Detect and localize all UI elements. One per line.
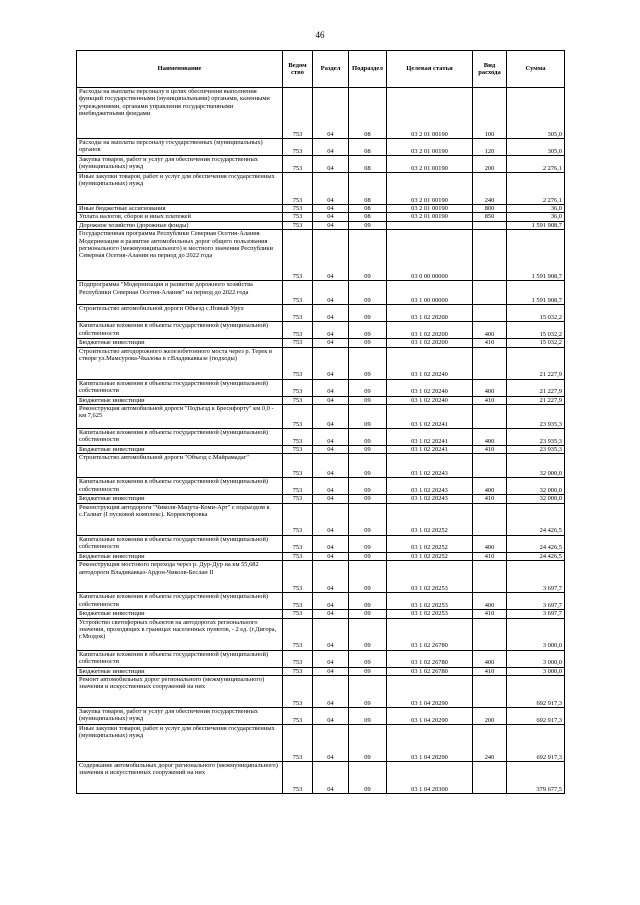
cell-celevaya: 03 1 02 20253 [387, 610, 473, 618]
cell-name: Бюджетные инвестиции [77, 446, 283, 454]
table-header-row [77, 51, 565, 88]
cell-ved: 753 [283, 379, 313, 396]
cell-razdel: 04 [313, 139, 349, 156]
cell-razdel: 04 [313, 156, 349, 173]
cell-razdel: 04 [313, 205, 349, 213]
cell-celevaya: 03 1 02 20243 [387, 454, 473, 478]
cell-celevaya: 03 2 01 00190 [387, 173, 473, 205]
cell-razdel: 04 [313, 305, 349, 322]
cell-podrazdel: 09 [349, 305, 387, 322]
table-row [77, 205, 565, 213]
cell-razdel: 04 [313, 281, 349, 305]
cell-podrazdel: 09 [349, 446, 387, 454]
cell-razdel: 04 [313, 535, 349, 552]
table-row [77, 593, 565, 610]
table-row [77, 156, 565, 173]
cell-summa: 2 276,1 [507, 173, 565, 205]
cell-name: Расходы на выплаты персоналу государственных (муниципальных) органов [77, 139, 283, 156]
cell-vid: 410 [473, 495, 507, 503]
cell-razdel: 04 [313, 429, 349, 446]
cell-vid [473, 281, 507, 305]
cell-celevaya: 03 1 02 20243 [387, 478, 473, 495]
table-row [77, 708, 565, 725]
cell-name: Расходы на выплаты персоналу в целях обеспечения выполнения функций государственными (муниципальными) органами, казенными учреждениями, органами управления государственными внебюджетными фондами [77, 88, 283, 139]
cell-summa: 1 591 908,7 [507, 281, 565, 305]
cell-summa: 3 697,7 [507, 593, 565, 610]
cell-vid: 200 [473, 708, 507, 725]
cell-razdel: 04 [313, 725, 349, 762]
cell-vid: 410 [473, 339, 507, 347]
cell-vid: 410 [473, 667, 507, 675]
cell-ved: 753 [283, 347, 313, 379]
cell-ved: 753 [283, 230, 313, 281]
cell-summa: 692 917,3 [507, 676, 565, 708]
cell-summa: 3 000,0 [507, 667, 565, 675]
cell-podrazdel: 09 [349, 396, 387, 404]
cell-razdel: 04 [313, 379, 349, 396]
cell-podrazdel: 09 [349, 454, 387, 478]
cell-vid: 240 [473, 173, 507, 205]
cell-ved: 753 [283, 561, 313, 593]
cell-name: Закупка товаров, работ и услуг для обеспечения государственных (муниципальных) нужд [77, 156, 283, 173]
cell-summa: 692 917,3 [507, 725, 565, 762]
cell-summa: 2 276,1 [507, 156, 565, 173]
cell-podrazdel: 09 [349, 322, 387, 339]
cell-vid: 400 [473, 322, 507, 339]
cell-ved: 753 [283, 205, 313, 213]
cell-ved: 753 [283, 650, 313, 667]
cell-name: Капитальные вложения в объекты государственной (муниципальной) собственности [77, 379, 283, 396]
cell-vid [473, 676, 507, 708]
header-vid: Вид расхода [473, 51, 507, 88]
cell-celevaya: 03 1 02 20253 [387, 593, 473, 610]
table-row [77, 347, 565, 379]
page-number: 46 [315, 30, 325, 40]
cell-summa: 305,0 [507, 88, 565, 139]
cell-ved: 753 [283, 221, 313, 229]
cell-celevaya: 03 1 02 26780 [387, 618, 473, 650]
cell-razdel: 04 [313, 676, 349, 708]
cell-summa: 21 227,9 [507, 347, 565, 379]
cell-vid [473, 454, 507, 478]
cell-podrazdel: 09 [349, 281, 387, 305]
cell-celevaya: 03 1 02 20240 [387, 379, 473, 396]
cell-summa: 3 697,7 [507, 610, 565, 618]
cell-razdel: 04 [313, 561, 349, 593]
cell-vid [473, 561, 507, 593]
cell-summa: 15 032,2 [507, 322, 565, 339]
cell-name: Строительство автомобильной дороги "Объезд с.Майрамадаг" [77, 454, 283, 478]
table-row [77, 535, 565, 552]
cell-podrazdel: 09 [349, 762, 387, 794]
cell-razdel: 04 [313, 478, 349, 495]
table-row [77, 339, 565, 347]
cell-podrazdel: 09 [349, 676, 387, 708]
cell-vid [473, 221, 507, 229]
cell-podrazdel: 09 [349, 618, 387, 650]
cell-podrazdel: 09 [349, 503, 387, 535]
table-row [77, 667, 565, 675]
cell-celevaya: 03 1 02 20241 [387, 405, 473, 429]
cell-summa: 305,0 [507, 139, 565, 156]
cell-ved: 753 [283, 139, 313, 156]
cell-podrazdel: 09 [349, 535, 387, 552]
cell-vid [473, 305, 507, 322]
cell-podrazdel: 09 [349, 339, 387, 347]
cell-name: Капитальные вложения в объекты государственной (муниципальной) собственности [77, 593, 283, 610]
cell-celevaya: 03 2 01 00190 [387, 88, 473, 139]
cell-razdel: 04 [313, 503, 349, 535]
table-row [77, 230, 565, 281]
cell-razdel: 04 [313, 593, 349, 610]
cell-podrazdel: 09 [349, 429, 387, 446]
cell-name: Уплата налогов, сборов и иных платежей [77, 213, 283, 221]
cell-name: Капитальные вложения в объекты государственной (муниципальной) собственности [77, 322, 283, 339]
cell-name: Содержание автомобильных дорог регионального (межмуниципального) значения и искусственных сооружений на них [77, 762, 283, 794]
cell-celevaya: 03 1 02 20241 [387, 429, 473, 446]
cell-vid [473, 618, 507, 650]
cell-razdel: 04 [313, 322, 349, 339]
cell-summa: 24 426,5 [507, 535, 565, 552]
cell-vid: 400 [473, 535, 507, 552]
cell-celevaya: 03 1 04 20290 [387, 708, 473, 725]
cell-vid: 410 [473, 552, 507, 560]
cell-razdel: 04 [313, 221, 349, 229]
cell-vid: 400 [473, 379, 507, 396]
cell-celevaya: 03 2 01 00190 [387, 213, 473, 221]
header-summa: Сумма [507, 51, 565, 88]
cell-ved: 753 [283, 173, 313, 205]
header-name: Наименование [77, 51, 283, 88]
cell-celevaya [387, 221, 473, 229]
cell-ved: 753 [283, 156, 313, 173]
cell-podrazdel: 09 [349, 221, 387, 229]
cell-ved: 753 [283, 762, 313, 794]
cell-name: Иные закупки товаров, работ и услуг для обеспечения государственных (муниципальных) нужд [77, 173, 283, 205]
cell-name: Иные бюджетные ассигнования [77, 205, 283, 213]
cell-name: Бюджетные инвестиции [77, 667, 283, 675]
cell-ved: 753 [283, 618, 313, 650]
cell-summa: 23 935,3 [507, 446, 565, 454]
cell-vid: 400 [473, 429, 507, 446]
cell-razdel: 04 [313, 618, 349, 650]
cell-podrazdel: 09 [349, 725, 387, 762]
cell-vid: 800 [473, 205, 507, 213]
cell-celevaya: 03 1 02 20240 [387, 396, 473, 404]
cell-vid: 200 [473, 156, 507, 173]
cell-celevaya: 03 1 02 20240 [387, 347, 473, 379]
cell-name: Бюджетные инвестиции [77, 610, 283, 618]
cell-vid: 400 [473, 593, 507, 610]
cell-razdel: 04 [313, 88, 349, 139]
cell-razdel: 04 [313, 446, 349, 454]
budget-table [76, 50, 565, 794]
cell-vid: 410 [473, 446, 507, 454]
cell-summa: 23 935,3 [507, 429, 565, 446]
cell-ved: 753 [283, 88, 313, 139]
cell-podrazdel: 09 [349, 405, 387, 429]
cell-celevaya: 03 1 04 20290 [387, 676, 473, 708]
cell-podrazdel: 08 [349, 173, 387, 205]
cell-ved: 753 [283, 322, 313, 339]
cell-name: Подпрограмма "Модернизация и развитие дорожного хозяйства Республики Северная Осетия-Алания" на период до 2022 года [77, 281, 283, 305]
table-row [77, 650, 565, 667]
cell-podrazdel: 09 [349, 495, 387, 503]
cell-razdel: 04 [313, 495, 349, 503]
cell-ved: 753 [283, 339, 313, 347]
cell-ved: 753 [283, 593, 313, 610]
cell-podrazdel: 08 [349, 139, 387, 156]
cell-name: Реконструкция автодороги "Чиколв-Мацута-Коми-Арт" с подъездом к с.Галиат (I пусковой комплекс). Корректировка [77, 503, 283, 535]
cell-vid [473, 347, 507, 379]
cell-celevaya: 03 2 01 00190 [387, 139, 473, 156]
cell-name: Реконструкция мостового перехода через р. Дур-Дур на км 55,682 автодороги Владикавказ-Ардон-Чиколв-Беслан II [77, 561, 283, 593]
header-razdel: Раздел [313, 51, 349, 88]
table-row [77, 725, 565, 762]
cell-name: Иные закупки товаров, работ и услуг для обеспечения государственных (муниципальных) нужд [77, 725, 283, 762]
table-row [77, 88, 565, 139]
table-row [77, 676, 565, 708]
cell-summa: 1 591 908,7 [507, 230, 565, 281]
table-row [77, 478, 565, 495]
cell-podrazdel: 09 [349, 552, 387, 560]
cell-vid: 240 [473, 725, 507, 762]
cell-ved: 753 [283, 305, 313, 322]
cell-celevaya: 03 1 02 20253 [387, 561, 473, 593]
cell-celevaya: 03 1 00 00000 [387, 281, 473, 305]
cell-name: Государственная программа Республики Северная Осетия-Алания Модернизация и развитие автомобильных дорог общего пользования регионального (межмуниципального) и местного значения Республики Северная Осетия-Алания на период до 2022 года [77, 230, 283, 281]
cell-podrazdel: 08 [349, 88, 387, 139]
cell-celevaya: 03 1 02 20252 [387, 552, 473, 560]
header-podrazdel: Подраздел [349, 51, 387, 88]
table-row [77, 446, 565, 454]
cell-name: Капитальные вложения в объекты государственной (муниципальной) собственности [77, 650, 283, 667]
cell-celevaya: 03 1 02 20243 [387, 495, 473, 503]
cell-razdel: 04 [313, 610, 349, 618]
cell-summa: 1 591 908,7 [507, 221, 565, 229]
cell-podrazdel: 08 [349, 213, 387, 221]
cell-summa: 21 227,9 [507, 379, 565, 396]
cell-name: Бюджетные инвестиции [77, 552, 283, 560]
table-row [77, 405, 565, 429]
cell-ved: 753 [283, 610, 313, 618]
cell-ved: 753 [283, 213, 313, 221]
cell-podrazdel: 09 [349, 593, 387, 610]
cell-name: Капитальные вложения в объекты государственной (муниципальной) собственности [77, 429, 283, 446]
cell-podrazdel: 09 [349, 561, 387, 593]
cell-razdel: 04 [313, 213, 349, 221]
cell-podrazdel: 09 [349, 478, 387, 495]
cell-summa: 21 227,9 [507, 396, 565, 404]
cell-ved: 753 [283, 667, 313, 675]
cell-name: Капитальные вложения в объекты государственной (муниципальной) собственности [77, 535, 283, 552]
cell-vid [473, 405, 507, 429]
cell-podrazdel: 09 [349, 650, 387, 667]
table-row [77, 503, 565, 535]
cell-vid [473, 503, 507, 535]
cell-celevaya: 03 1 04 20300 [387, 762, 473, 794]
table-row [77, 561, 565, 593]
cell-ved: 753 [283, 495, 313, 503]
cell-podrazdel: 09 [349, 667, 387, 675]
table-row [77, 221, 565, 229]
cell-celevaya: 03 1 02 20241 [387, 446, 473, 454]
cell-summa: 32 000,0 [507, 454, 565, 478]
table-row [77, 305, 565, 322]
cell-celevaya: 03 1 02 20200 [387, 322, 473, 339]
cell-summa: 36,0 [507, 213, 565, 221]
cell-celevaya: 03 2 01 00190 [387, 205, 473, 213]
cell-name: Ремонт автомобильных дорог регионального (межмуниципального) значения и искусственных сооружений на них [77, 676, 283, 708]
cell-ved: 753 [283, 429, 313, 446]
table-row [77, 429, 565, 446]
cell-ved: 753 [283, 503, 313, 535]
cell-name: Дорожное хозяйство (дорожные фонды) [77, 221, 283, 229]
cell-name: Бюджетные инвестиции [77, 339, 283, 347]
cell-name: Устройство светофорных объектов на автодорогах регионального значения, проходящих в границах населенных пунктов, - 2 ед. (г.Дигора, г.Моздок) [77, 618, 283, 650]
cell-celevaya: 03 1 02 20252 [387, 535, 473, 552]
cell-ved: 753 [283, 446, 313, 454]
cell-razdel: 04 [313, 762, 349, 794]
cell-razdel: 04 [313, 230, 349, 281]
cell-summa: 23 935,3 [507, 405, 565, 429]
cell-podrazdel: 09 [349, 610, 387, 618]
header-ved: Ведом ство [283, 51, 313, 88]
cell-summa: 3 000,0 [507, 618, 565, 650]
cell-summa: 15 032,2 [507, 305, 565, 322]
cell-podrazdel: 09 [349, 708, 387, 725]
cell-celevaya: 03 2 01 00190 [387, 156, 473, 173]
table-row [77, 139, 565, 156]
cell-podrazdel: 09 [349, 230, 387, 281]
cell-vid [473, 762, 507, 794]
table-row [77, 173, 565, 205]
cell-ved: 753 [283, 725, 313, 762]
cell-name: Реконструкция автомобильной дороги "Подъезд к Бреснфорту" км 0,0 - км 7,625 [77, 405, 283, 429]
cell-razdel: 04 [313, 347, 349, 379]
cell-name: Строительство автомобильной дороги Объезд с.Новый Урух [77, 305, 283, 322]
table-row [77, 379, 565, 396]
table-row [77, 396, 565, 404]
cell-podrazdel: 08 [349, 156, 387, 173]
cell-summa: 15 032,2 [507, 339, 565, 347]
cell-celevaya: 03 1 02 26780 [387, 667, 473, 675]
cell-razdel: 04 [313, 405, 349, 429]
cell-name: Бюджетные инвестиции [77, 495, 283, 503]
cell-vid: 120 [473, 139, 507, 156]
cell-ved: 753 [283, 535, 313, 552]
cell-razdel: 04 [313, 173, 349, 205]
cell-celevaya: 03 1 04 20290 [387, 725, 473, 762]
cell-ved: 753 [283, 281, 313, 305]
table-row [77, 322, 565, 339]
cell-vid [473, 230, 507, 281]
cell-summa: 379 677,5 [507, 762, 565, 794]
cell-name: Капитальные вложения в объекты государственной (муниципальной) собственности [77, 478, 283, 495]
cell-vid: 850 [473, 213, 507, 221]
cell-summa: 24 426,5 [507, 552, 565, 560]
cell-ved: 753 [283, 396, 313, 404]
cell-razdel: 04 [313, 454, 349, 478]
cell-celevaya: 03 1 02 26780 [387, 650, 473, 667]
cell-ved: 753 [283, 708, 313, 725]
cell-razdel: 04 [313, 552, 349, 560]
cell-podrazdel: 08 [349, 205, 387, 213]
cell-name: Строительство автодорожного железобетонного моста через р. Терек в створе ул.Мамсурова-Чкалова в г.Владикавказе (подходы) [77, 347, 283, 379]
cell-razdel: 04 [313, 396, 349, 404]
cell-podrazdel: 09 [349, 379, 387, 396]
cell-name: Бюджетные инвестиции [77, 396, 283, 404]
cell-ved: 753 [283, 454, 313, 478]
table-row [77, 213, 565, 221]
table-row [77, 762, 565, 794]
table-row [77, 454, 565, 478]
cell-name: Закупка товаров, работ и услуг для обеспечения государственных (муниципальных) нужд [77, 708, 283, 725]
cell-celevaya: 03 0 00 00000 [387, 230, 473, 281]
cell-summa: 3 697,7 [507, 561, 565, 593]
table-row [77, 610, 565, 618]
cell-celevaya: 03 1 02 20200 [387, 305, 473, 322]
cell-ved: 753 [283, 478, 313, 495]
cell-razdel: 04 [313, 708, 349, 725]
cell-vid: 400 [473, 650, 507, 667]
cell-summa: 32 000,0 [507, 495, 565, 503]
table-row [77, 552, 565, 560]
cell-ved: 753 [283, 405, 313, 429]
cell-vid: 100 [473, 88, 507, 139]
cell-vid: 400 [473, 478, 507, 495]
cell-ved: 753 [283, 676, 313, 708]
cell-podrazdel: 09 [349, 347, 387, 379]
table-row [77, 495, 565, 503]
cell-summa: 36,0 [507, 205, 565, 213]
cell-summa: 32 000,0 [507, 478, 565, 495]
cell-razdel: 04 [313, 339, 349, 347]
cell-razdel: 04 [313, 650, 349, 667]
cell-vid: 410 [473, 610, 507, 618]
table-row [77, 281, 565, 305]
cell-summa: 24 426,5 [507, 503, 565, 535]
cell-ved: 753 [283, 552, 313, 560]
cell-celevaya: 03 1 02 20200 [387, 339, 473, 347]
table-row [77, 618, 565, 650]
cell-summa: 3 000,0 [507, 650, 565, 667]
cell-summa: 692 917,3 [507, 708, 565, 725]
cell-vid: 410 [473, 396, 507, 404]
header-celevaya: Целевая статья [387, 51, 473, 88]
cell-celevaya: 03 1 02 20252 [387, 503, 473, 535]
cell-razdel: 04 [313, 667, 349, 675]
